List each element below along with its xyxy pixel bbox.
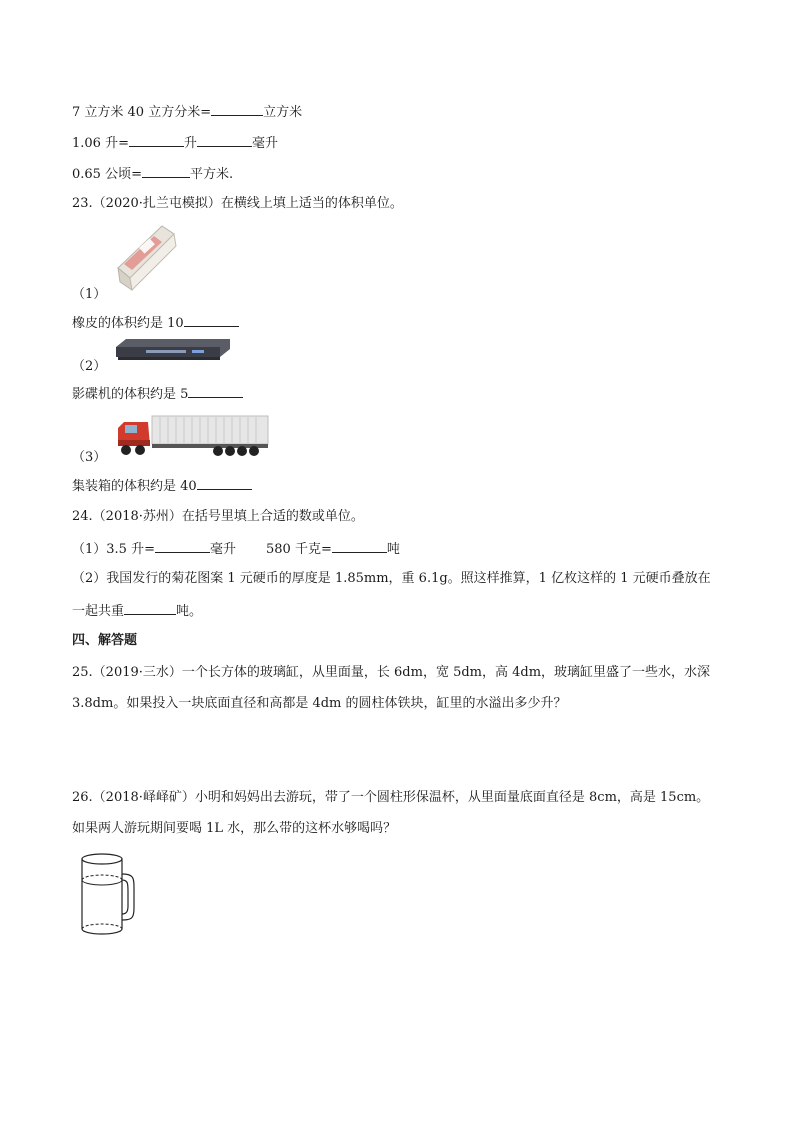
q23-item1-text: 橡皮的体积约是 10 <box>72 316 184 331</box>
q24-p1-c: 580 千克= <box>266 542 332 557</box>
q22-line1-post: 立方米 <box>263 105 303 120</box>
q23-item3-text: 集装箱的体积约是 40 <box>72 479 197 494</box>
q22-line-3 <box>72 164 233 184</box>
answer-blank[interactable] <box>124 601 176 615</box>
q23-item2-num: （2） <box>72 359 107 374</box>
q25-line-1: 25.（2019·三水）一个长方体的玻璃缸，从里面量，长 6dm，宽 5dm，高 4dm，玻璃缸里盛了一些水，水深 <box>72 665 711 680</box>
q24-part-2-line2 <box>72 601 202 621</box>
thermos-cup-image <box>76 850 138 938</box>
q23-item3-num: （3） <box>72 450 107 465</box>
container-truck-image <box>114 414 270 458</box>
q23-item2-text: 影碟机的体积约是 5 <box>72 387 189 402</box>
dvd-player-image <box>112 337 234 365</box>
answer-blank[interactable] <box>211 102 263 116</box>
answer-blank[interactable] <box>129 133 184 147</box>
q26-line-2: 如果两人游玩期间要喝 1L 水，那么带的这杯水够喝吗？ <box>72 821 397 836</box>
q22-line2-pre: 1.06 升= <box>72 136 129 151</box>
q22-line2-post: 毫升 <box>252 136 279 151</box>
answer-blank[interactable] <box>332 539 387 553</box>
answer-blank[interactable] <box>184 313 239 327</box>
q26-line-1: 26.（2018·峄峄矿）小明和妈妈出去游玩，带了一个圆柱形保温杯，从里面量底面直径是 8cm，高是 15cm。 <box>72 790 710 805</box>
q22-line3-pre: 0.65 公顷= <box>72 167 142 182</box>
q24-p1-b: 毫升 <box>209 542 236 557</box>
q22-line3-post: 平方米. <box>189 167 234 182</box>
answer-blank[interactable] <box>155 539 210 553</box>
answer-blank[interactable] <box>142 164 190 178</box>
q24-p2-pre: 一起共重 <box>72 604 125 619</box>
q23-item1-num: （1） <box>72 287 107 302</box>
q24-part-2-line1: （2）我国发行的菊花图案 1 元硬币的厚度是 1.85mm，重 6.1g。照这样推算，1 亿枚这样的 1 元硬币叠放在 <box>72 571 711 586</box>
q23-item-3 <box>72 476 252 496</box>
q24-part-1 <box>72 539 400 559</box>
q23-item-2 <box>72 384 243 404</box>
answer-blank[interactable] <box>197 133 252 147</box>
answer-blank[interactable] <box>188 384 243 398</box>
q22-line-1 <box>72 102 302 122</box>
q22-line-2 <box>72 133 278 153</box>
q22-line1-pre: 7 立方米 40 立方分米= <box>72 105 212 120</box>
answer-blank[interactable] <box>197 476 252 490</box>
eraser-image <box>110 220 180 295</box>
section-heading: 四、解答题 <box>72 633 138 648</box>
q24-p2-post: 吨。 <box>176 604 203 619</box>
q22-line2-mid: 升 <box>183 136 197 151</box>
q23-item-1 <box>72 313 239 333</box>
q24-stem: 24.（2018·苏州）在括号里填上合适的数或单位。 <box>72 509 364 524</box>
q24-p1-a: （1）3.5 升= <box>72 542 155 557</box>
q23-stem: 23.（2020·扎兰屯模拟）在横线上填上适当的体积单位。 <box>72 196 403 211</box>
q25-line-2: 3.8dm。如果投入一块底面直径和高都是 4dm 的圆柱体铁块，缸里的水溢出多少升？ <box>72 696 567 711</box>
q24-p1-d: 吨 <box>386 542 400 557</box>
